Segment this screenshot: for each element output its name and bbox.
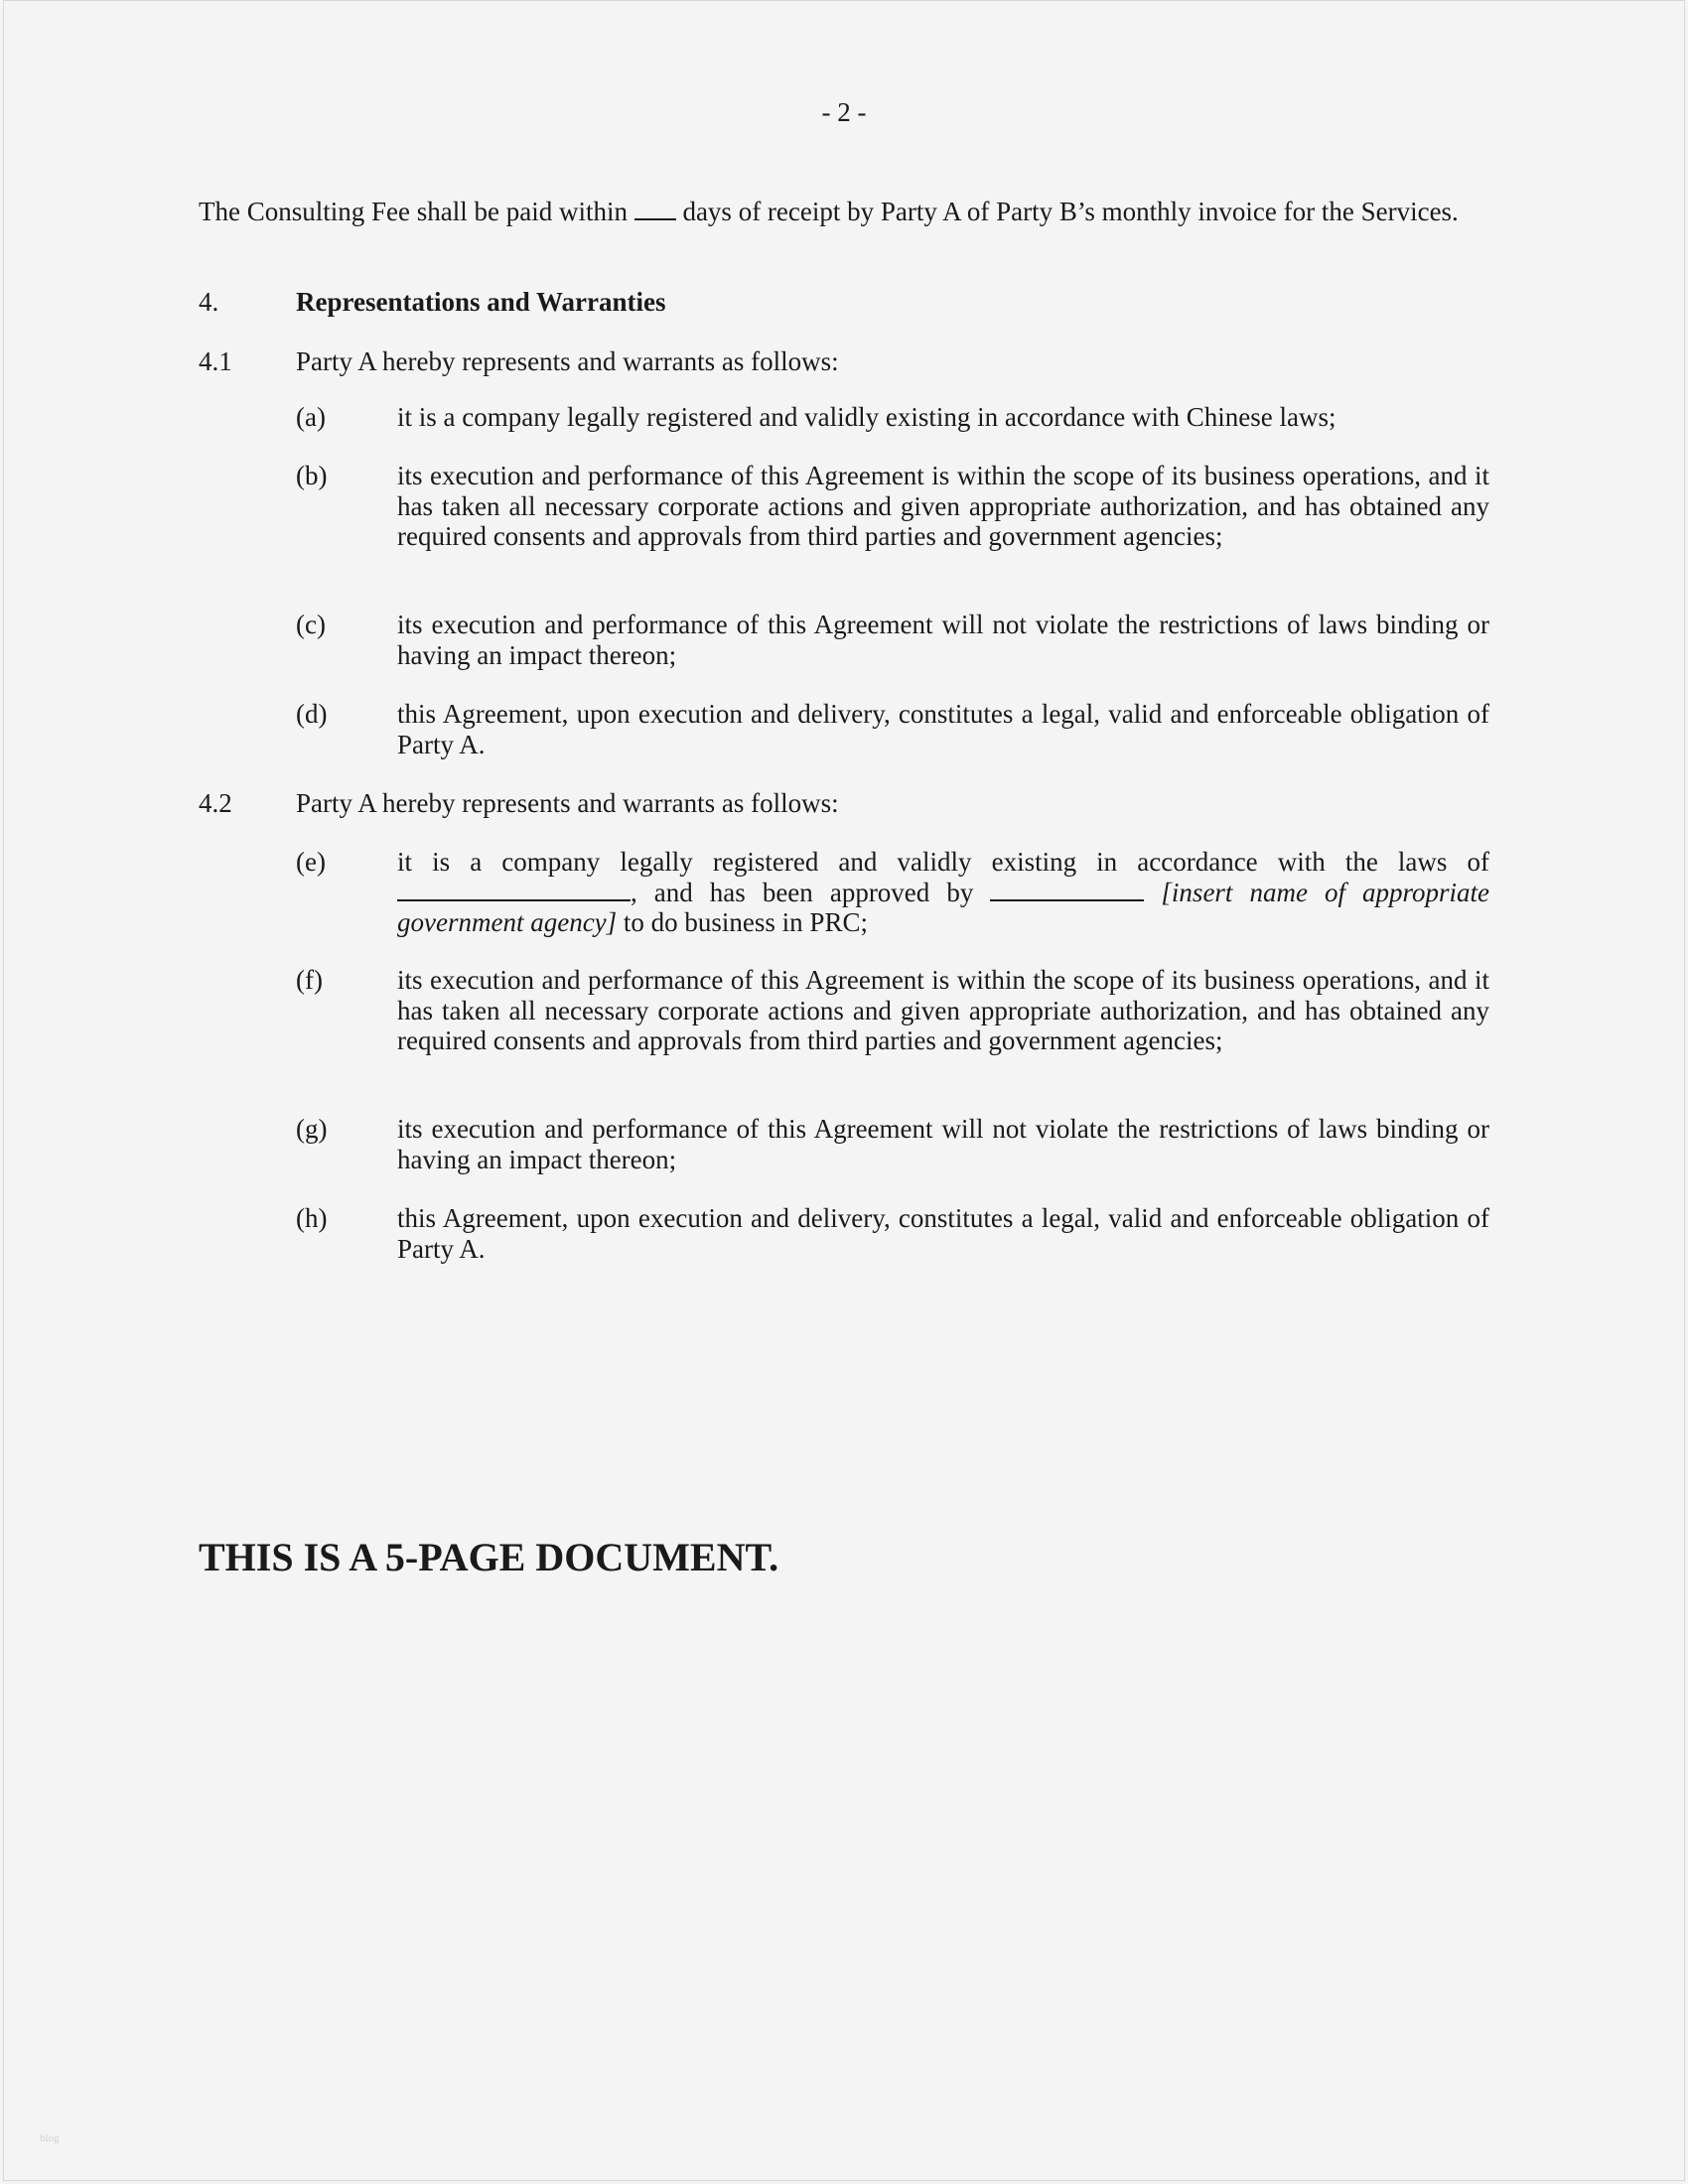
page-number: - 2 - (821, 97, 867, 127)
watermark: blog (40, 2132, 60, 2144)
intro-text-2: days of receipt by Party A of Party B’s monthly invoice for the Services. (682, 197, 1459, 226)
blank-jurisdiction (397, 878, 631, 901)
item-label: (h) (296, 1203, 328, 1233)
item-label: (a) (296, 402, 326, 432)
intro-text: The Consulting Fee shall be paid within (199, 197, 628, 226)
clause-text: Party A hereby represents and warrants as follows: (296, 788, 839, 818)
item-label: (f) (296, 965, 323, 995)
item-label: (b) (296, 461, 328, 490)
item-text: this Agreement, upon execution and delivery, constitutes a legal, valid and enforceable obligation of Party A. (397, 699, 1489, 759)
section-number: 4. (199, 287, 219, 317)
item-text: it is a company legally registered and validly existing in accordance with Chinese laws; (397, 402, 1336, 432)
item-label: (c) (296, 610, 326, 639)
consulting-fee-paragraph (199, 197, 1489, 227)
item-text: its execution and performance of this Agreement will not violate the restrictions of laws binding or having an impact thereon; (397, 610, 1489, 670)
item-text: its execution and performance of this Agreement is within the scope of its business operations, and it has taken all necessary corporate actions and given appropriate authorization, and has obtained any required consents and approvals from third parties and government agencies; (397, 965, 1489, 1056)
clause-number: 4.1 (199, 346, 232, 376)
section-title: Representations and Warranties (296, 287, 666, 317)
item-text: this Agreement, upon execution and delivery, constitutes a legal, valid and enforceable obligation of Party A. (397, 1203, 1489, 1264)
clause-text: Party A hereby represents and warrants as follows: (296, 346, 839, 376)
item-text: its execution and performance of this Agreement is within the scope of its business operations, and it has taken all necessary corporate actions and given appropriate authorization, and has obtained any required consents and approvals from third parties and government agencies; (397, 461, 1489, 552)
item-e-instruction: [insert name of appropriate government agency] (397, 877, 1490, 938)
blank-approver (990, 878, 1144, 901)
item-text: its execution and performance of this Agreement will not violate the restrictions of laws binding or having an impact thereon; (397, 1114, 1489, 1174)
item-label: (g) (296, 1114, 328, 1144)
item-e-text: it is a company legally registered and validly existing in accordance with the laws of (397, 847, 1489, 877)
item-label: (d) (296, 699, 328, 729)
item-label: (e) (296, 847, 326, 877)
page-count-notice: THIS IS A 5-PAGE DOCUMENT. (199, 1535, 779, 1579)
blank-days (634, 197, 676, 220)
item-text (397, 847, 1489, 938)
item-e-text-3: to do business in PRC; (623, 907, 868, 938)
clause-number: 4.2 (199, 788, 232, 818)
page-border (3, 0, 1685, 2181)
item-e-text-2: , and has been approved by (631, 877, 974, 907)
